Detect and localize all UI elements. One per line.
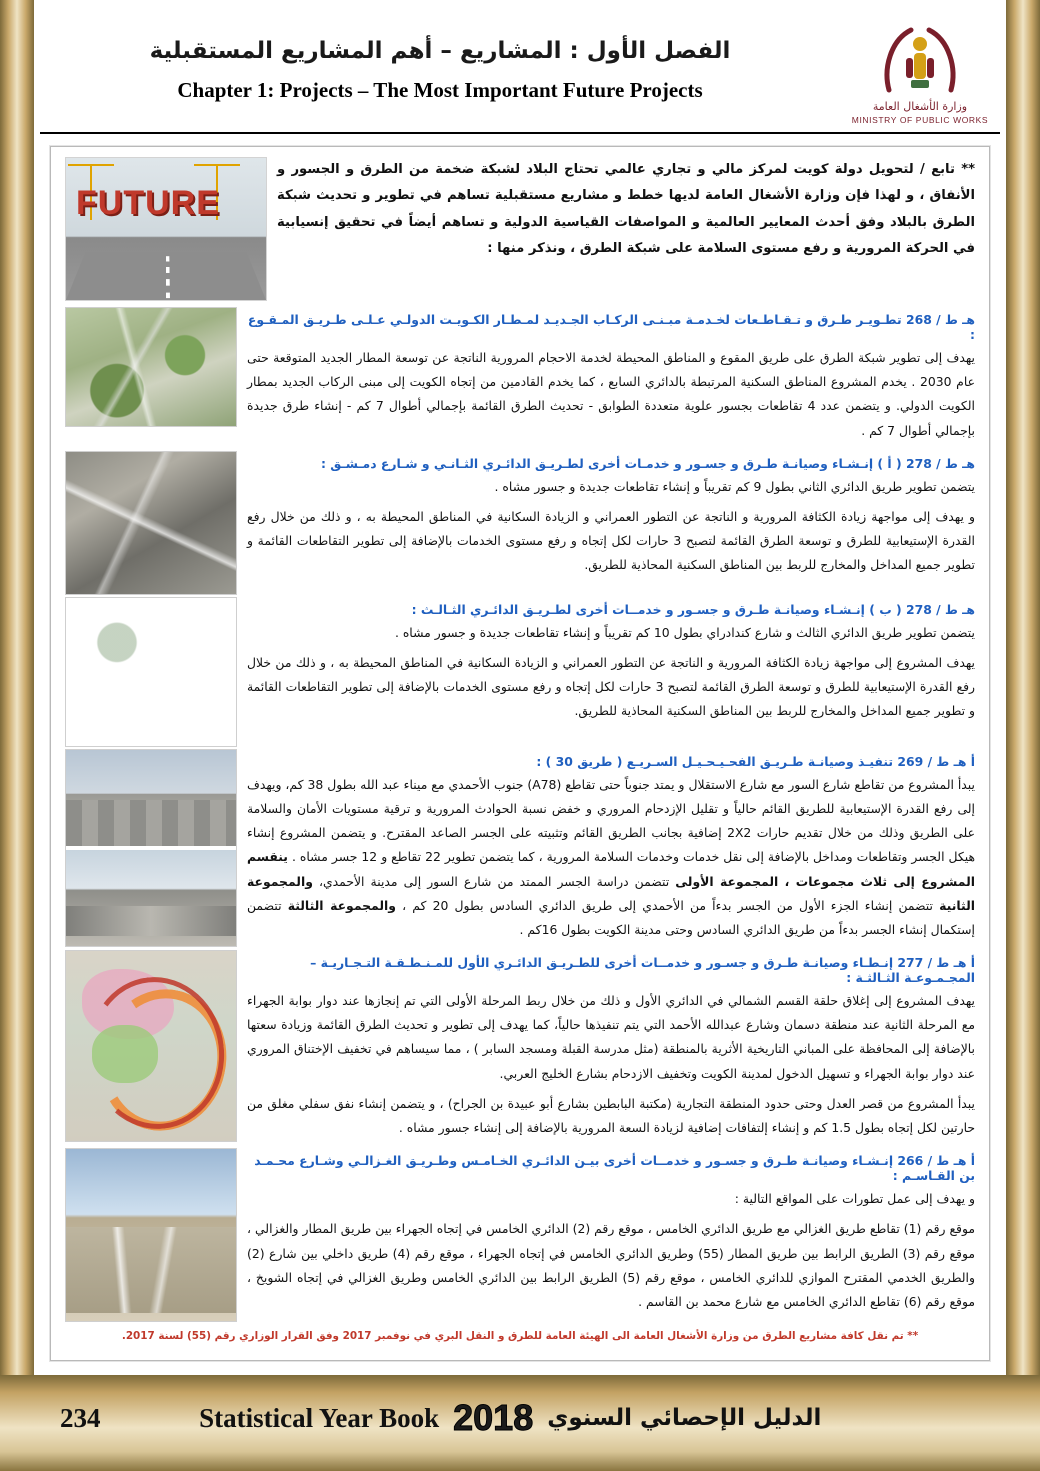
- third-ring-road-aerial-image: [65, 597, 237, 747]
- project-section-ht-278-b: [65, 597, 975, 747]
- project-text-ht-278-b: [247, 597, 975, 730]
- project-paragraph: و يهدف إلى مواجهة زيادة الكثافة المرورية و الناتجة عن التطور العمراني و الزيادة السكانية في المناطق المحيطة به ، و ذلك من خلال رفع القدرة الإستيعابية للطرق و توسعة الطرق القائمة لتصبح 3 حارات لكل إتجاه و رفع مستوى الخدمات بالإضافة إلى تطوير التقاطعات القائمة و تطوير جميع المداخل والمخارج للربط بين المناطق السكنية المحاذية للطريق.: [247, 508, 975, 573]
- project-section-aht-266: [65, 1148, 975, 1322]
- project-heading: هـ ط / 278 ( ب ) إنـشـاء وصيانـة طـرق و جسـور و خدمــات أخرى لطـريـق الدائـري الثـالـث :: [411, 601, 975, 617]
- page-frame-right: [1006, 0, 1040, 1471]
- chapter-title-arabic: الفصل الأول : المشاريع – أهم المشاريع المستقبلية: [149, 38, 731, 64]
- chapter-title-english: Chapter 1: Projects – The Most Important Future Projects: [177, 78, 703, 102]
- first-ring-road-masterplan-map-image: [65, 950, 237, 1142]
- fahaheel-expressway-images: [65, 749, 237, 947]
- project-paragraph: يتضمن تطوير طريق الدائري الثالث و شارع كندادراي بطول 10 كم تقريباً و إنشاء تقاطعات جديدة و جسور مشاه .: [394, 624, 975, 640]
- fahaheel-expressway-photo-1: [66, 750, 236, 846]
- project-paragraph: يبدأ المشروع من قصر العدل وحتى حدود المنطقة التجارية (مكتبة البابطين بشارع أبو عبيدة بن الجراح) ، و يتضمن إنشاء نفق سفلي مغلق من حارتين لكل إتجاه بطول 1.5 كم و إنشاء إلتفافات إضافية لزيادة السعة المرورية بالإضافة إلى إنشاء جسور مشاه .: [247, 1095, 975, 1135]
- project-paragraph: موقع رقم (1) تقاطع طريق الغزالي مع طريق الدائري الخامس ، موقع رقم (2) الدائري الخامس في إتجاه الجهراء بين طريق المطار والغزالي ، موقع رقم (3) الطريق الرابط بين طريق المطار (55) وطريق الدائري الخامس في إتجاه الجهراء ، موقع رقم (4) طريق داخلي بين شارع (2) والطريق الخدمي المقترح الموازي للدائري الخامس ، موقع رقم (5) الطريق الرابط بين الدائري الخامس وطريق الغزالي في إتجاه الشويخ ، موقع رقم (6) تقاطع الدائري الخامس مع شارع محمد بن القاسم .: [247, 1221, 976, 1309]
- footer-year: 2018: [453, 1397, 534, 1438]
- ministry-logo: [840, 24, 1000, 125]
- project-text-aht-269: [247, 749, 975, 948]
- ministry-logo-icon: [881, 24, 959, 98]
- intro-paragraph: ** تابع / لتحويل دولة كويت لمركز مالي و تجاري عالمي تحتاج البلاد لشبكة ضخمة من الطرق و الجسور و الأنفاق ، و لهذا فإن وزارة الأشغال العامة لديها خطط و مشاريع مستقبلية تساهم في تطوير و تحديث شبكة الطرق بالبلاد وفق أحدث المعايير العالمية و المواصفات القياسية الدولية و تساهم أيضاً في تحقيق إنسيابية في الحركة المرورية و رفع مستوى السلامة على شبكة الطرق ، ونذكر منها :: [277, 162, 975, 257]
- project-paragraph: يهدف المشروع إلى إغلاق حلقة القسم الشمالي في الدائري الأول و ذلك من خلال ربط المرحلة الأولى التي تم إنجازها عند دوار بوابة الجهراء مع المرحلة الثانية عند منطقة دسمان وشارع عبدالله الأحمد التي يتم تنفيذها حالياً، كما يهدف إلى تطوير و تحديث الطرق القائمة وزيادة سعتها بالإضافة إلى المحافظة على المباني التاريخية الأثرية بالمنطقة (مثل مدرسة القبلة ومسجد السابر ) ، مما سيساهم في تخفيف الإختناق المروري عند دوار بوابة الجهراء و تسهيل الدخول لمدينة الكويت وتخفيف الازدحام بشارع الخليج العربي.: [247, 993, 975, 1081]
- project-heading: هـ ط / 278 ( أ ) إنـشـاء وصيانـة طـرق و جسـور و خدمـات أخرى لطـريـق الدائـري الثـانـي و شـارع دمـشـق :: [321, 455, 975, 471]
- header-titles: [40, 38, 840, 103]
- page-header: [40, 18, 1000, 128]
- project-paragraph: يهدف إلى تطوير شبكة الطرق على طريق المقوع و المناطق المحيطة لخدمة الاحجام المرورية الناتجة عن توسعة المطار الجديد المتوقعة حتى عام 2030 . يخدم المشروع المناطق السكنية المرتبطة بالدائري السابع ، كما يخدم القادمين من إتجاه الكويت إلى مبنى الركاب الجديد بمطار الكويت الدولي. و يتضمن عدد 4 تقاطعات بجسور علوية متعددة الطوابق - تحديث الطرق القائمة بإجمالي أطوال 7 كم - إنشاء طرق جديدة بإجمالي أطوال 7 كم .: [247, 350, 976, 438]
- footer-title-arabic: الدليل الإحصائي السنوي: [547, 1405, 822, 1431]
- airport-road-aerial-image: [65, 307, 237, 427]
- project-paragraph: و يهدف إلى عمل تطورات على المواقع التالية :: [734, 1191, 975, 1207]
- header-divider: [40, 132, 1000, 134]
- footer-title-group: [199, 1397, 821, 1439]
- project-text-ht-268: [247, 307, 975, 449]
- project-paragraph: يهدف المشروع إلى مواجهة زيادة الكثافة المرورية و الناتجة عن التطور العمراني و الزيادة السكانية في المناطق المحيطة به ، و ذلك من خلال رفع القدرة الإستيعابية للطرق و توسعة الطرق القائمة لتصبح 3 حارات لكل إتجاه و رفع مستوى الخدمات بالإضافة إلى تطوير التقاطعات القائمة و تطوير جميع المداخل والمخارج للربط بين المناطق السكنية المحاذية للطريق.: [247, 654, 975, 719]
- page-frame-top: [0, 0, 1040, 10]
- page-footer: [0, 1387, 1040, 1463]
- project-heading: أ هـ ط / 269 تنفيـذ وصيانـة طـريـق الفحـيـحـيـل السـريـع ( طريق 30 ) :: [536, 753, 975, 769]
- project-section-aht-269: [65, 749, 975, 948]
- ministry-name-english: MINISTRY OF PUBLIC WORKS: [851, 115, 989, 125]
- footer-title-english: Statistical Year Book: [199, 1402, 440, 1433]
- project-text-ht-278-a: [247, 451, 975, 584]
- ministry-name-arabic: وزارة الأشغال العامة: [872, 100, 968, 113]
- project-heading: أ هـ ط / 277 إنـطـاء وصيانـة طـرق و جسـور و خدمــات أخرى للطـريـق الدائـري الأول للمـنـطـقـة التـجـاريـة – المجـمـوعـة الثـالثـة :: [310, 955, 975, 986]
- future-highway-render-image: [65, 157, 267, 301]
- project-text-aht-277: [247, 950, 975, 1146]
- fifth-ring-interchange-render-image: [65, 1148, 237, 1322]
- project-heading: أ هـ ط / 266 إنـشـاء وصيانـة طـرق و جسـور و خدمــات أخرى بيـن الدائـري الخـامـس وطـريـق الغـزالـي وشـارع محـمـد بن القـاسـم :: [254, 1153, 975, 1184]
- project-heading: هـ ط / 268 تطـويـر طـرق و تـقـاطـعات لخـدمـة مبـنـى الركـاب الجـديـد لمـطـار الكـويـت الدولـي عـلـى طـريـق المـقـوع :: [247, 312, 975, 342]
- project-text-aht-266: [247, 1148, 975, 1320]
- fahaheel-expressway-photo-2: [66, 850, 236, 946]
- second-ring-road-aerial-image: [65, 451, 237, 595]
- intro-block: [65, 157, 975, 301]
- project-paragraph: يتضمن تطوير طريق الدائري الثاني بطول 9 كم تقريباً و إنشاء تقاطعات جديدة و جسور مشاه .: [494, 478, 975, 494]
- project-paragraph: يبدأ المشروع من تقاطع شارع السور مع شارع الاستقلال و يمتد جنوباً حتى تقاطع (A78) جنوب الأحمدي مع ميناء عبد الله بطول 38 كم، ويهدف إلى رفع القدرة الإستيعابية للطريق القائم حالياً و تقليل الإزدحام المروري و خفض نسبة الحوادث المرورية و ترقية مستويات الأمان والسلامة على الطريق وذلك من خلال تقديم حارات 2X2 إضافية بجانب الطريق القائم وتثبيته على الجسر الصاعد المقترح. و يتضمن المشروع إنشاء هيكل الجسر وتقاطعات ومداخل بالإضافة إلى نقل خدمات وخدمات السلامة المرورية ، كما يتضمن تطوير 22 تقاطع و 12 جسر مشاه . ينقسم المشروع إلى ثلاث مجموعات ، المجموعة الأولى تتضمن دراسة الجسر الممتد من شارع السور إلى مدينة الأحمدي، والمجموعة الثانية تتضمن إنشاء الجزء الأول من الجسر بدءاً من الأحمدي إلى طريق الدائري السادس بطول 20 كم ، والمجموعة الثالثة تتضمن إستكمال إنشاء الجسر بدءاً من طريق الدائري السادس وحتى مدينة الكويت بطول 16كم .: [246, 776, 976, 937]
- content-card: [50, 146, 990, 1361]
- project-section-aht-277: [65, 950, 975, 1146]
- project-section-ht-278-a: [65, 451, 975, 595]
- future-word-label: FUTURE: [76, 184, 220, 222]
- page-footnote: ** تم نقل كافة مشاريع الطرق من وزارة الأشغال العامة الى الهيئة العامة للطرق و النقل البري في نوفمبر 2017 وفق القرار الوزاري رقم (55) لسنة 2017.: [121, 1330, 919, 1343]
- road-graphic: [66, 252, 266, 300]
- page-frame-left: [0, 0, 34, 1471]
- project-section-ht-268: [65, 307, 975, 449]
- page-number: 234: [60, 1402, 101, 1433]
